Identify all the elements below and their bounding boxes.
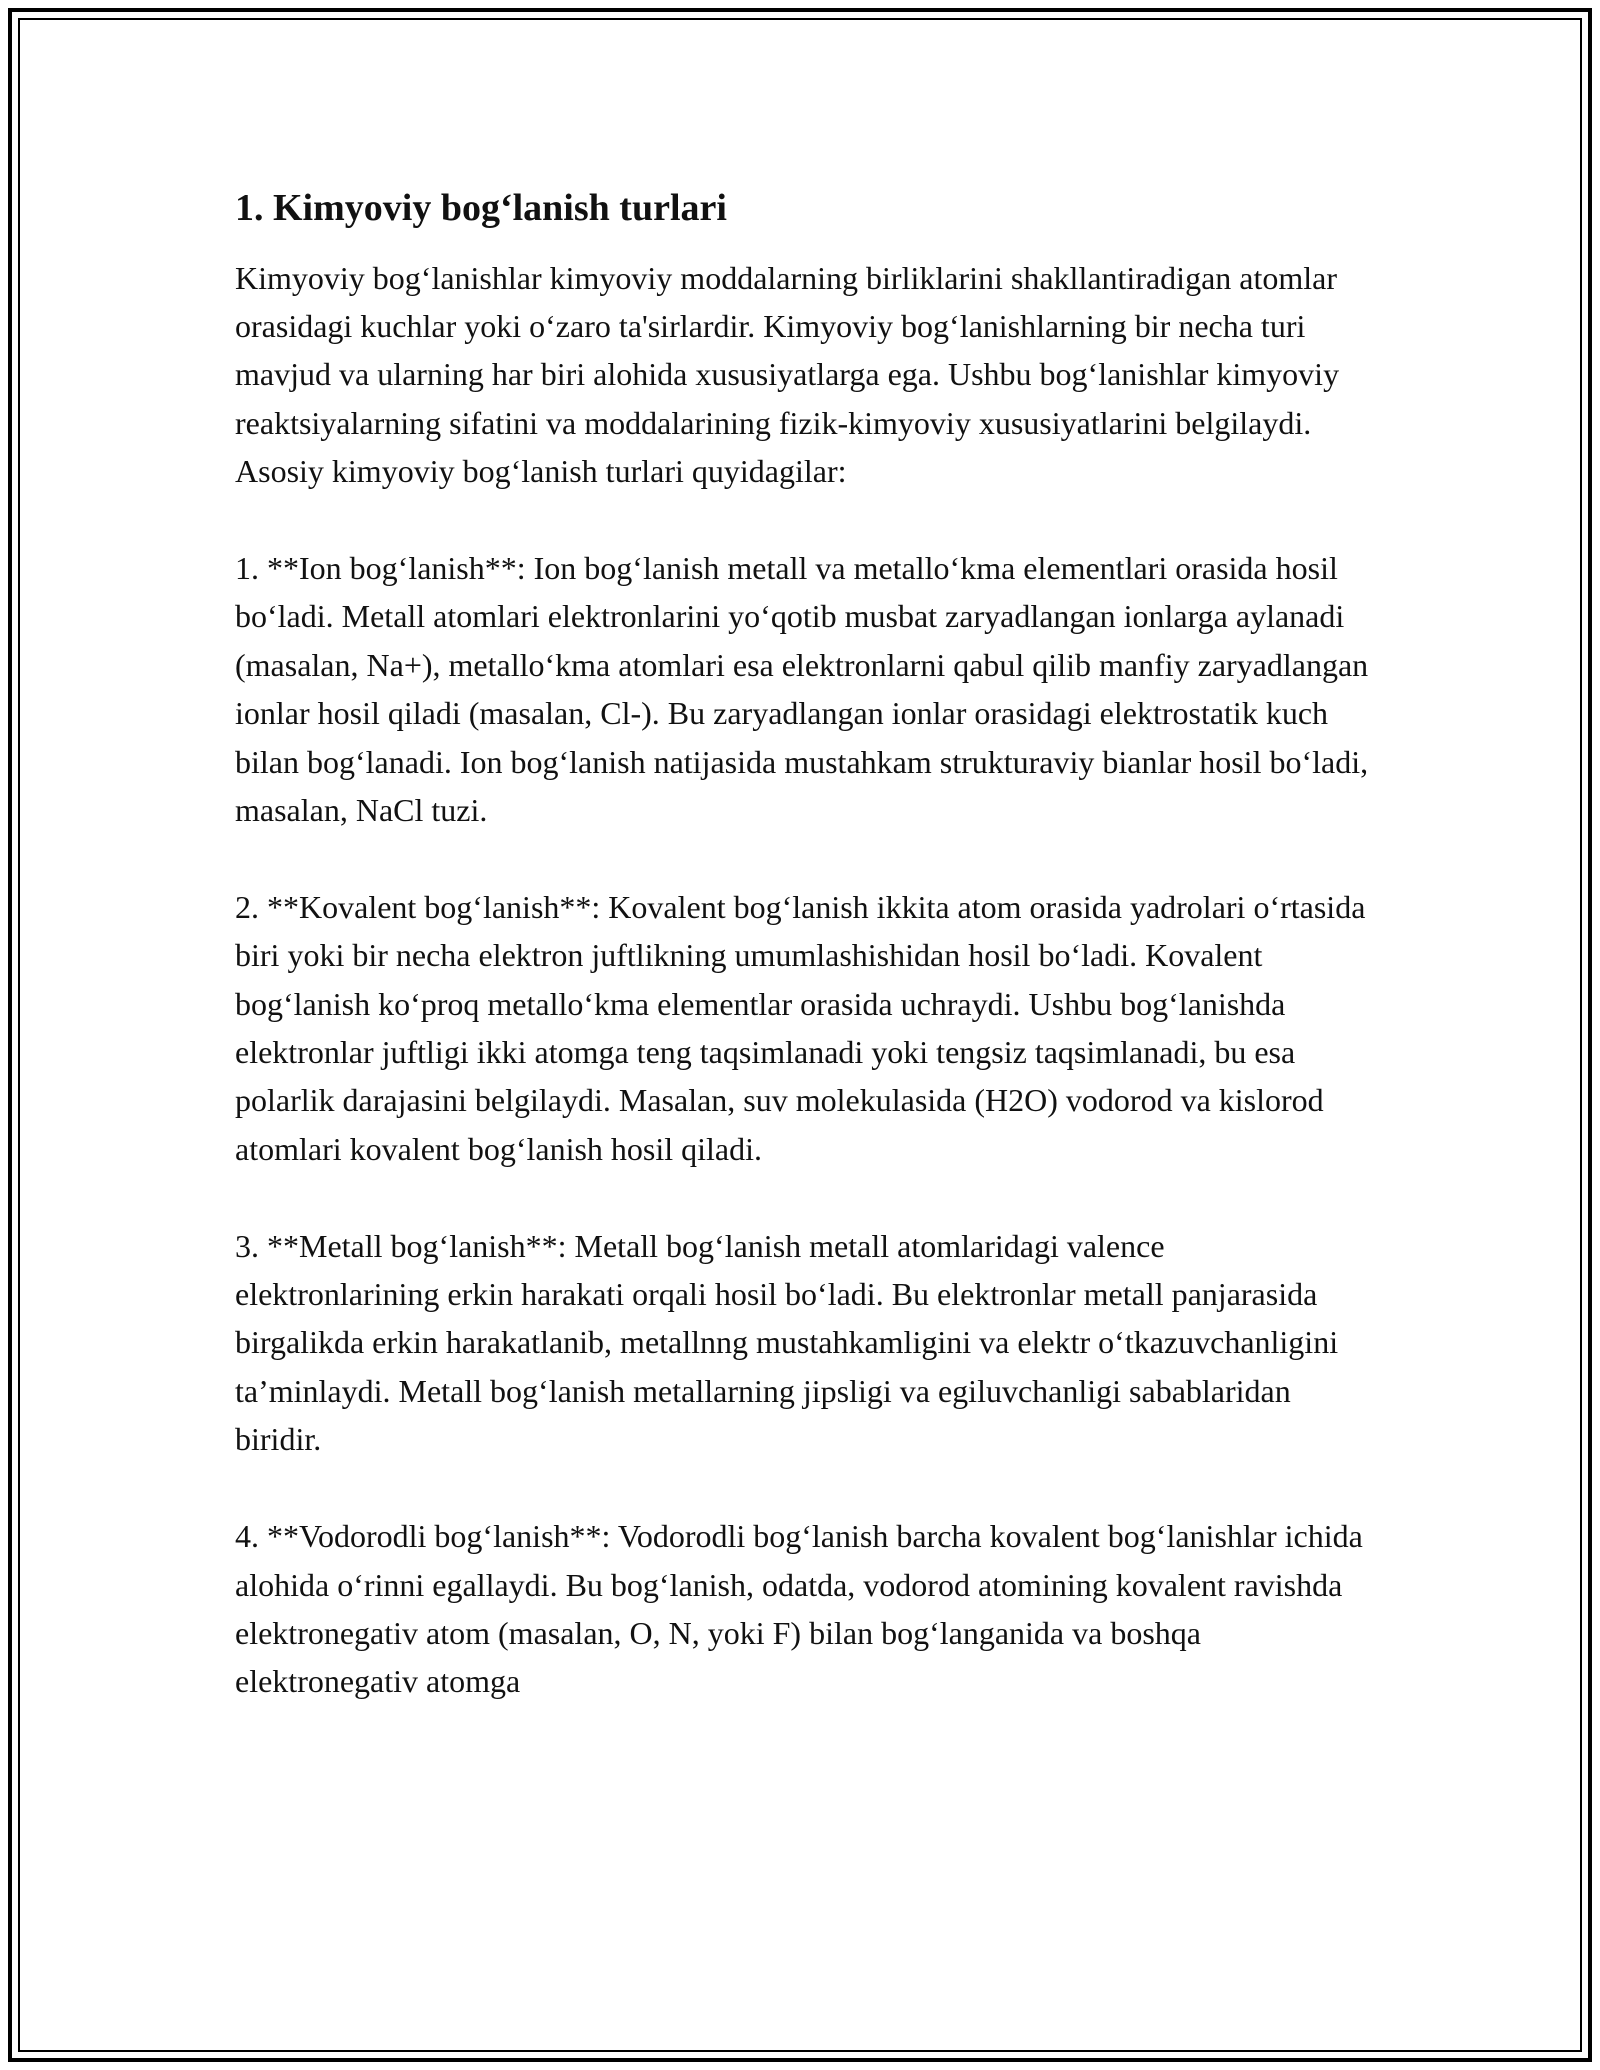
document-body	[235, 186, 1370, 1754]
paragraph-metallic-bond: 3. **Metall bog‘lanish**: Metall bog‘lanish metall atomlaridagi valence elektronlarining erkin harakati orqali hosil bo‘ladi. Bu elektronlar metall panjarasida birgalikda erkin harakatlanib, metallnng mustahkamligini va elektr o‘tkazuvchanligini ta’minlaydi. Metall bog‘lanish metallarning jipsligi va egiluvchanligi sabablaridan biridir.	[235, 1227, 1339, 1458]
paragraph-ion-bond: 1. **Ion bog‘lanish**: Ion bog‘lanish metall va metallo‘kma elementlari orasida hosil bo‘ladi. Metall atomlari elektronlarini yo‘qotib musbat zaryadlangan ionlarga aylanadi (masalan, Na+), metallo‘kma atomlari esa elektronlarni qabul qilib manfiy zaryadlangan ionlar hosil qiladi (masalan, Cl-). Bu zaryadlangan ionlar orasidagi elektrostatik kuch bilan bog‘lanadi. Ion bog‘lanish natijasida mustahkam strukturaviy bianlar hosil bo‘ladi, masalan, NaCl tuzi.	[235, 550, 1369, 829]
paragraph-intro: Kimyoviy bog‘lanishlar kimyoviy moddalarning birliklarini shakllantiradigan atomlar orasidagi kuchlar yoki o‘zaro ta'sirlardir. Kimyoviy bog‘lanishlarning bir necha turi mavjud va ularning har biri alohida xususiyatlarga ega. Ushbu bog‘lanishlar kimyoviy reaktsiyalarning sifatini va moddalarining fizik-kimyoviy xususiyatlarini belgilaydi. Asosiy kimyoviy bog‘lanish turlari quyidagilar:	[235, 259, 1340, 490]
paragraph-hydrogen-bond: 4. **Vodorodli bog‘lanish**: Vodorodli bog‘lanish barcha kovalent bog‘lanishlar ichida alohida o‘rinni egallaydi. Bu bog‘lanish, odatda, vodorod atomining kovalent ravishda elektronegativ atom (masalan, O, N, yoki F) bilan bog‘langanida va boshqa elektronegativ atomga	[235, 1518, 1363, 1700]
page-title: 1. Kimyoviy bog‘lanish turlari	[235, 187, 727, 229]
paragraph-covalent-bond: 2. **Kovalent bog‘lanish**: Kovalent bog‘lanish ikkita atom orasida yadrolari o‘rtasida biri yoki bir necha elektron juftlikning umumlashishidan hosil bo‘ladi. Kovalent bog‘lanish ko‘proq metallo‘kma elementlar orasida uchraydi. Ushbu bog‘lanishda elektronlar juftligi ikki atomga teng taqsimlanadi yoki tengsiz taqsimlanadi, bu esa polarlik darajasini belgilaydi. Masalan, suv molekulasida (H2O) vodorod va kislorod atomlari kovalent bog‘lanish hosil qiladi.	[235, 888, 1366, 1167]
